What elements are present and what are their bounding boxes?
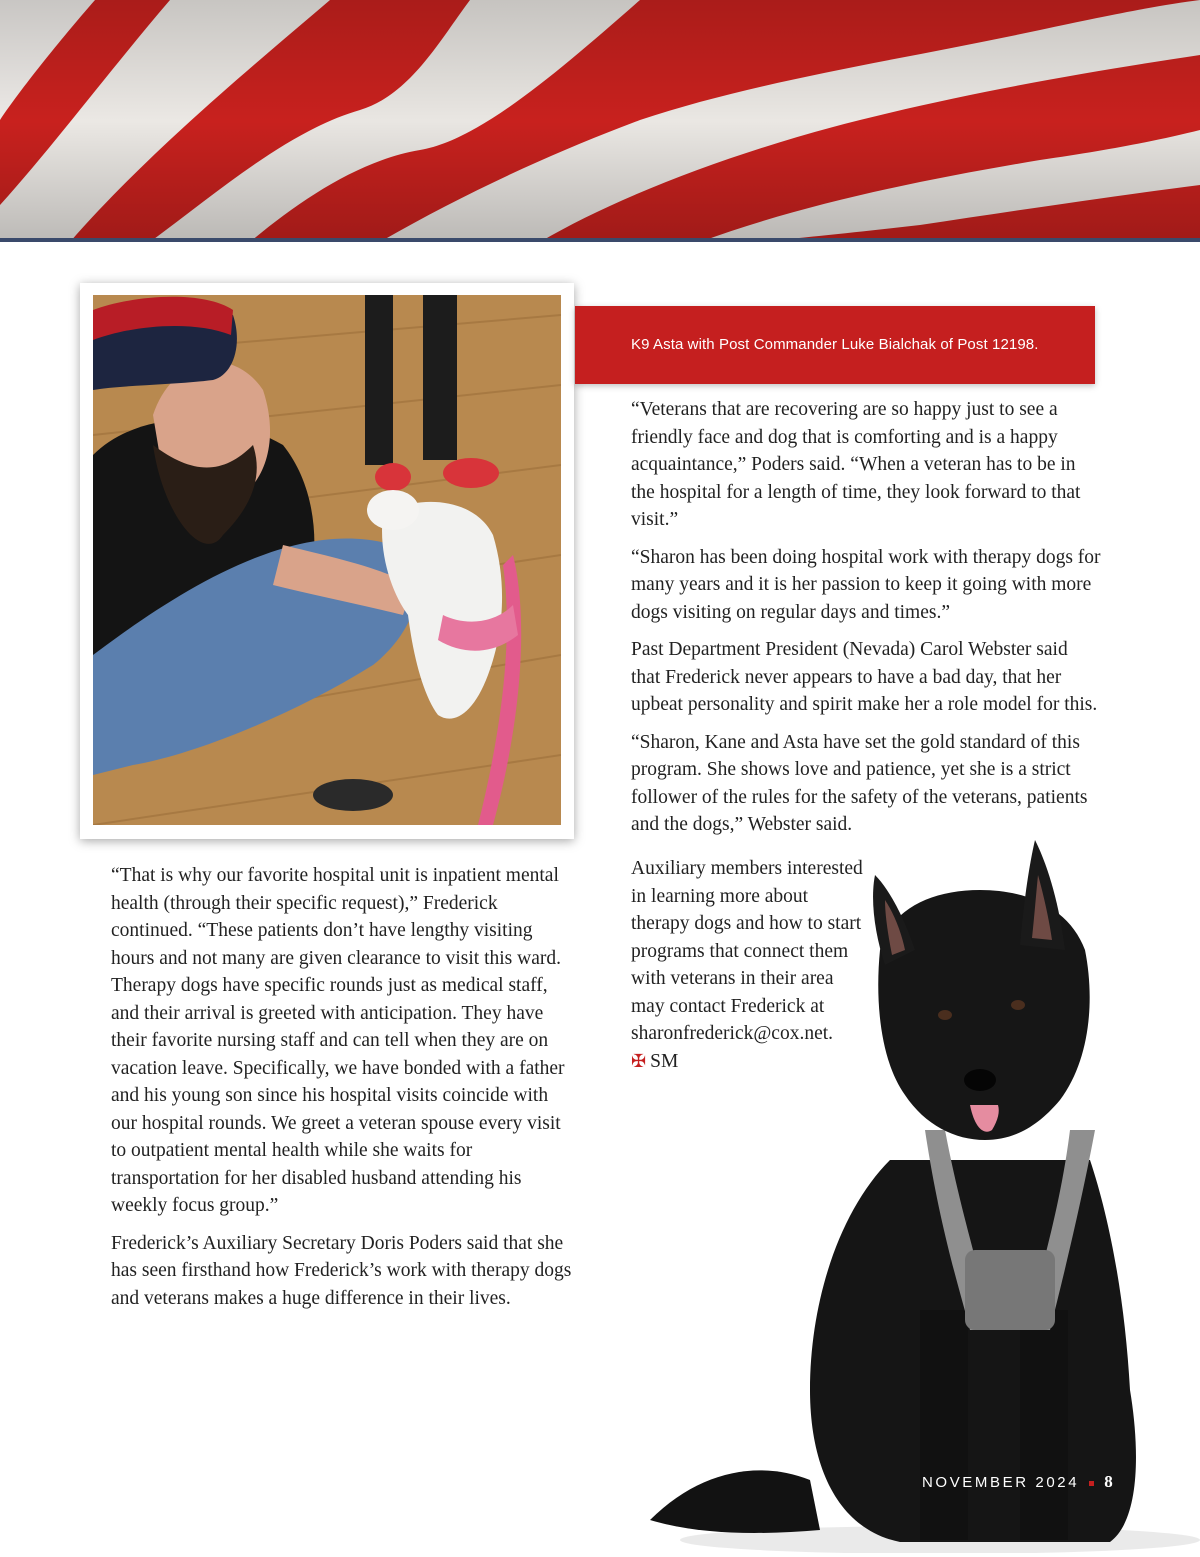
american-flag-icon (0, 0, 1200, 242)
paragraph: Frederick’s Auxiliary Secretary Doris Poders said that she has seen firsthand how Frederick’s work with therapy dogs and veterans makes a huge difference in their lives. (111, 1232, 572, 1309)
photo-caption-bar (575, 306, 1095, 384)
paragraph: Past Department President (Nevada) Carol Webster said that Frederick never appears to have a bad day, that her upbeat personality and spirit make her a role model for this. (631, 639, 1098, 715)
page-footer (922, 1472, 1113, 1492)
vfw-cross-icon: ✠ (631, 1050, 647, 1071)
photo-frame (80, 283, 574, 839)
black-dog-photo-icon (640, 830, 1200, 1553)
dog-photo (640, 830, 1200, 1557)
veteran-with-dog-photo-icon (93, 295, 561, 825)
paragraph: “Veterans that are recovering are so happy just to see a friendly face and dog that is comforting and is a happy acquaintance,” Poders said. “When a veteran has to be in the hospital for a length of time, they look forward to that visit.” (631, 399, 1081, 530)
paragraph: “Sharon has been doing hospital work with therapy dogs for many years and it is her passion to keep it going with more dogs visiting on regular days and times.” (631, 546, 1101, 623)
page-number: 8 (1104, 1472, 1113, 1491)
end-mark-text: SM (650, 1050, 679, 1072)
issue-date: NOVEMBER 2024 (922, 1474, 1080, 1491)
right-column (631, 396, 1101, 849)
paragraph: “Sharon, Kane and Asta have set the gold standard of this program. She shows love and patience, yet she is a strict follower of the rules for the safety of the veterans, patients and the dogs,” Webster said. (631, 731, 1088, 835)
left-column (111, 862, 576, 1322)
footer-separator (1089, 1481, 1094, 1486)
paragraph: “That is why our favorite hospital unit is inpatient mental health (through their specific request),” Frederick continued. “These patients don’t have lengthy visiting hours and not many are given clearance to visit this ward. Therapy dogs have specific rounds just as medical staff, and their arrival is greeted with anticipation. They have their favorite nursing staff and can tell when they are on vacation leave. Specifically, we have bonded with a father and his young son since his hospital visits coincide with our hospital rounds. We greet a veteran spouse every visit to outpatient mental health while she waits for transportation for her disabled husband attending his weekly focus group.” (111, 865, 565, 1216)
closing-text: Auxiliary members interested in learning more about therapy dogs and how to start programs that connect them with veterans in their area may contact Frederick at sharonfrederick@cox.net. (631, 858, 863, 1044)
photo-caption: K9 Asta with Post Commander Luke Bialchak of Post 12198. (631, 336, 1039, 353)
flag-banner (0, 0, 1200, 242)
banner-rule (0, 238, 1200, 242)
